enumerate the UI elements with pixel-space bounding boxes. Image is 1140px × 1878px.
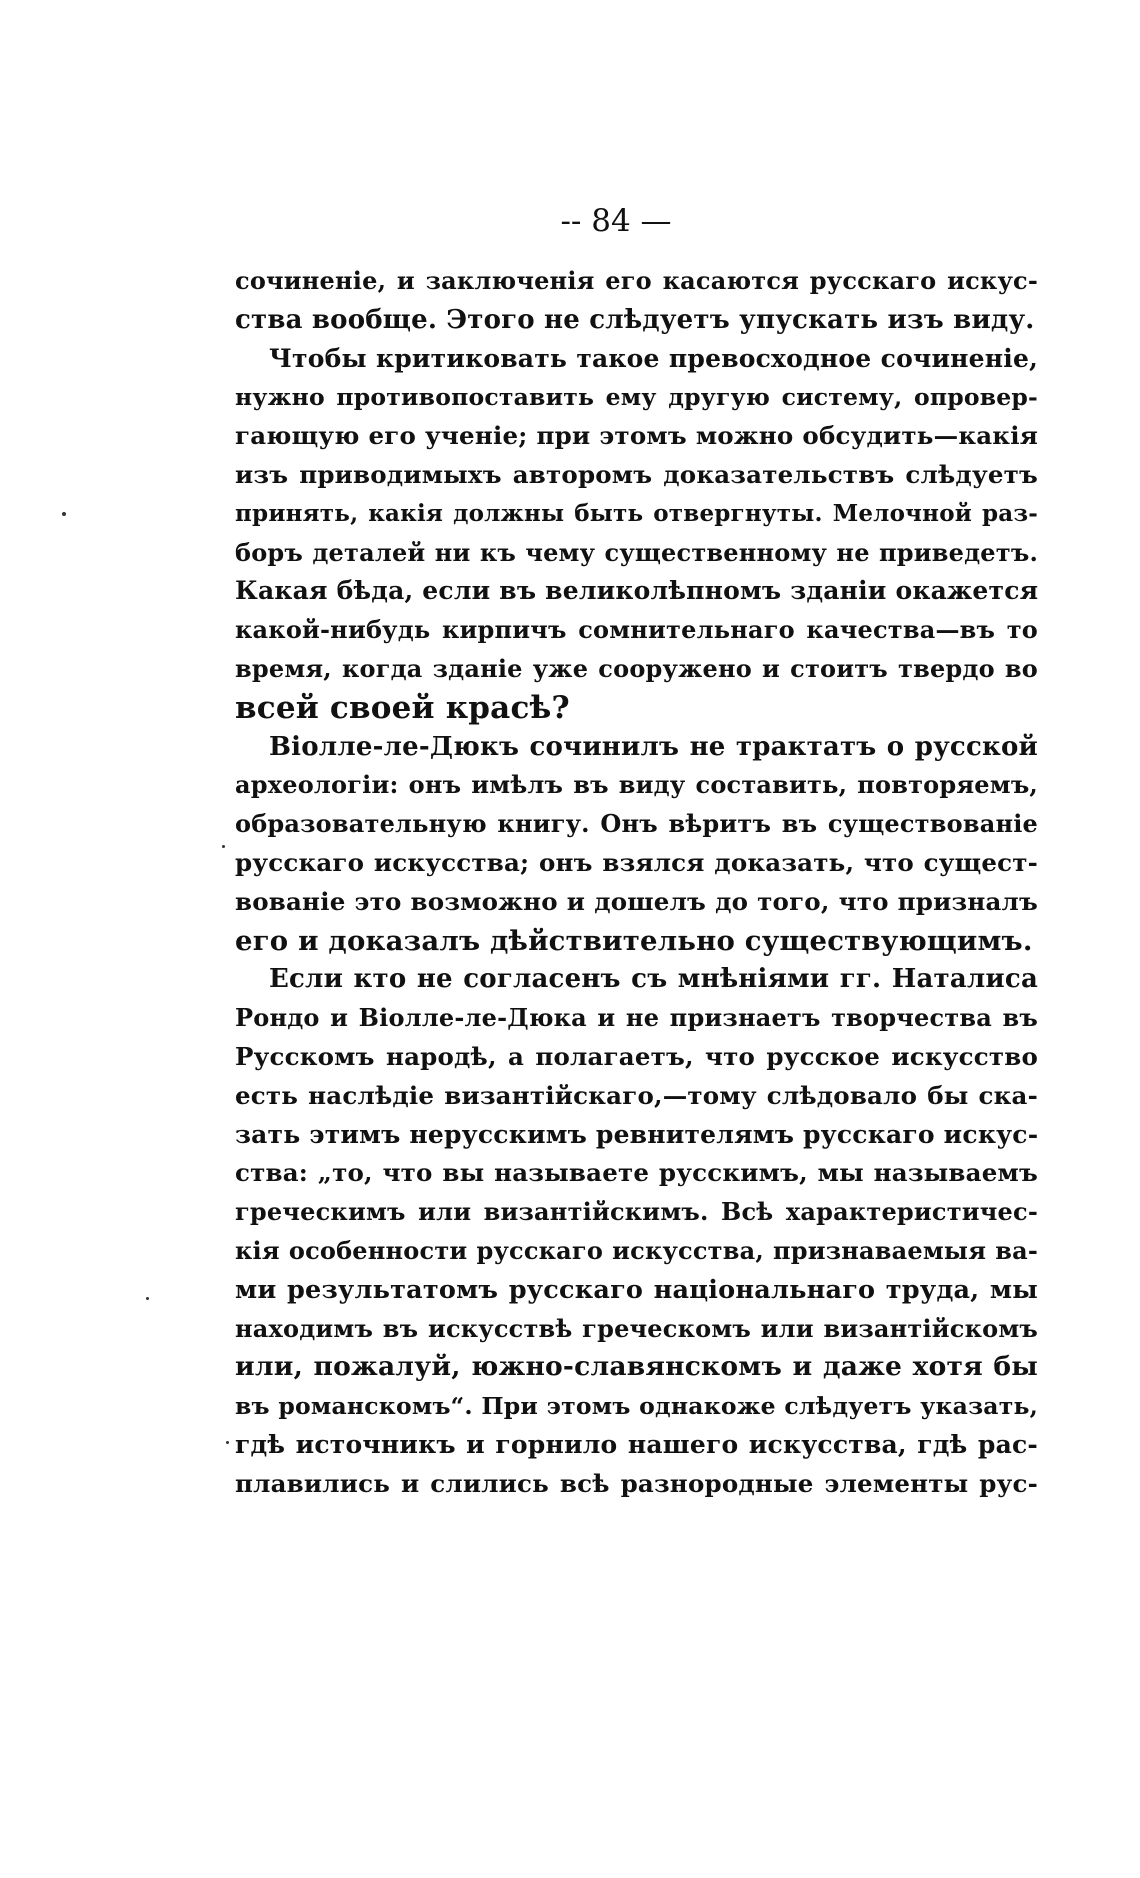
text-line: плавились и слились всѣ разнородные элементы рус- <box>235 1468 1038 1498</box>
text-line: зать этимъ нерусскимъ ревнителямъ русскаго искус- <box>235 1119 1039 1149</box>
text-line: какой-нибудь кирпичъ сомнительнаго качества—въ то <box>235 615 1038 645</box>
text-line: русскаго искусства; онъ взялся доказать, что сущест- <box>235 847 1038 877</box>
text-line: ства вообще. Этого не слѣдуетъ упускать изъ виду. <box>235 304 1035 335</box>
text-line: принять, какія должны быть отвергнуты. Мелочной раз- <box>235 499 1038 527</box>
text-line: всей своей красѣ? <box>235 689 570 726</box>
text-line: боръ деталей ни къ чему существенному не приведетъ. <box>235 537 1038 567</box>
text-line: Какая бѣда, если въ великолѣпномъ зданіи окажется <box>235 576 1039 606</box>
text-line: или, пожалуй, южно-славянскомъ и даже хотя бы <box>235 1351 1038 1383</box>
text-line: археологіи: онъ имѣлъ въ виду составить, повторяемъ, <box>235 770 1038 800</box>
text-line: греческимъ или византійскимъ. Всѣ характеристичес- <box>235 1197 1038 1227</box>
text-line: вованіе это возможно и дошелъ до того, что призналъ <box>235 886 1038 916</box>
scan-speck <box>146 1297 149 1300</box>
text-line: нужно противопоставить ему другую систему, опровер- <box>235 383 1038 412</box>
text-line: образовательную книгу. Онъ вѣритъ въ существованіе <box>235 809 1038 839</box>
body-text <box>235 262 1038 1504</box>
page-number: -- 84 — <box>560 203 672 239</box>
text-line: Русскомъ народѣ, а полагаетъ, что русское искусство <box>235 1041 1038 1071</box>
text-line: кія особенности русскаго искусства, признаваемыя ва- <box>235 1235 1038 1265</box>
scan-speck <box>226 1441 229 1444</box>
scan-speck <box>222 845 225 848</box>
text-line: изъ приводимыхъ авторомъ доказательствъ слѣдуетъ <box>235 459 1038 489</box>
text-line: Если кто не согласенъ съ мнѣніями гг. Наталиса <box>269 964 1038 995</box>
text-line: гдѣ источникъ и горнило нашего искусства, гдѣ рас- <box>235 1429 1038 1459</box>
text-line: находимъ въ искусствѣ греческомъ или византійскомъ <box>235 1313 1038 1343</box>
text-line: Віолле-ле-Дюкъ сочинилъ не трактатъ о русской <box>269 731 1038 762</box>
text-line: Чтобы критиковать такое превосходное сочиненіе, <box>269 343 1038 373</box>
text-line: ми результатомъ русскаго національнаго труда, мы <box>235 1274 1038 1305</box>
scan-speck <box>62 512 66 516</box>
text-line: время, когда зданіе уже сооружено и стоитъ твердо во <box>235 653 1038 683</box>
text-line: есть наслѣдіе византійскаго,—тому слѣдовало бы ска- <box>235 1080 1038 1110</box>
text-line: въ романскомъ“. При этомъ однакоже слѣдуетъ указать, <box>235 1392 1038 1421</box>
text-line: сочиненіе, и заключенія его касаются русскаго искус- <box>235 266 1038 295</box>
text-line: его и доказалъ дѣйствительно существующимъ. <box>235 924 1033 957</box>
text-line: гающую его ученіе; при этомъ можно обсудить—какія <box>235 421 1038 451</box>
text-line: Рондо и Віолле-ле-Дюка и не признаетъ творчества въ <box>235 1003 1038 1033</box>
text-line: ства: „то, что вы называете русскимъ, мы называемъ <box>235 1158 1038 1188</box>
